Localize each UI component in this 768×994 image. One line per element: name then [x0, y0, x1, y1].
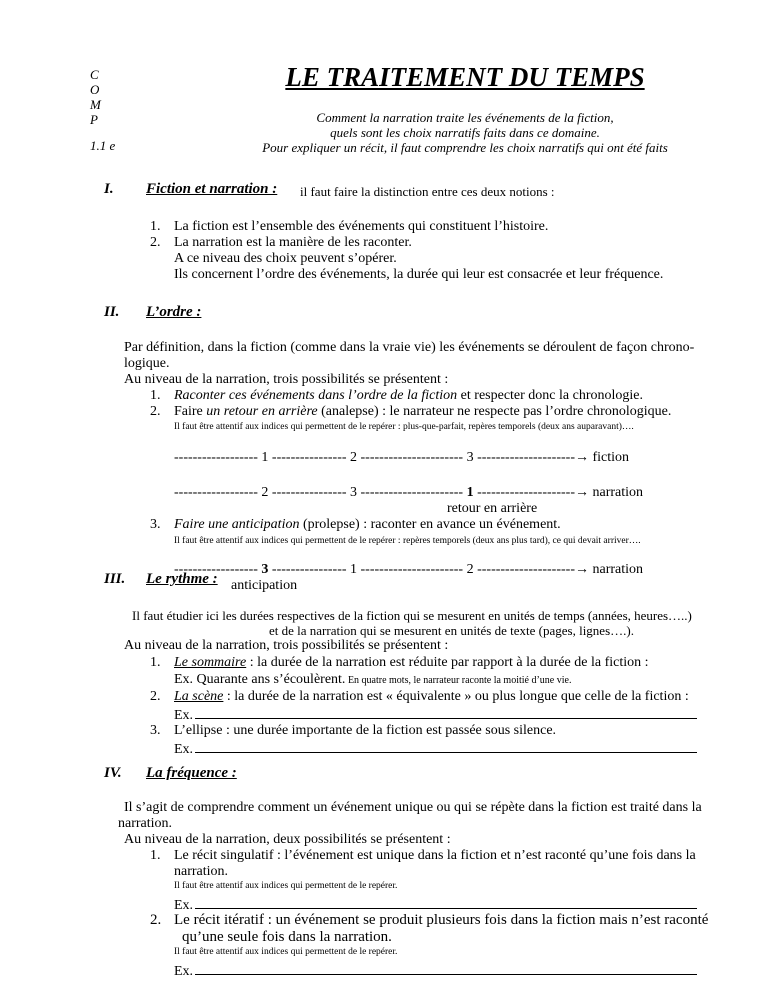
timeline-retour: ------------------ 2 ---------------- 3 ---------------------- 1 ---------------------→ narration	[174, 485, 644, 500]
note: Il faut être attentif aux indices qui permettent de le repérer : repères temporels (deux ans plus tard), ce qui devait arriver….	[174, 536, 641, 546]
side-letter: M	[90, 97, 101, 112]
list-number: 1.	[150, 848, 161, 863]
timeline-label: retour en arrière	[447, 501, 538, 516]
section-title: Le rythme :	[146, 571, 218, 587]
list-number: 2.	[150, 912, 162, 928]
note: Il faut être attentif aux indices qui permettent de le repérer.	[174, 881, 398, 891]
text-line: Ils concernent l’ordre des événements, la durée qui leur est consacrée et leur fréquence.	[174, 267, 664, 282]
list-number: 3.	[150, 517, 161, 532]
side-letter: C	[90, 67, 99, 82]
section-number: IV.	[104, 765, 122, 781]
subtitle-line: Comment la narration traite les événements de la fiction,	[316, 110, 614, 125]
subtitle-line: quels sont les choix narratifs faits dans ce domaine.	[330, 125, 600, 140]
text-line: Au niveau de la narration, trois possibilités se présentent :	[124, 372, 449, 387]
list-number: 1.	[150, 388, 161, 403]
example-line: Ex.	[174, 896, 697, 914]
section-intro: il faut faire la distinction entre ces deux notions :	[300, 184, 555, 199]
list-number: 1.	[150, 219, 161, 234]
side-letter: P	[90, 112, 98, 127]
section-number: I.	[104, 181, 114, 197]
list-item: La narration est la manière de les raconter.	[174, 235, 412, 250]
text-line: A ce niveau des choix peuvent s’opérer.	[174, 251, 397, 266]
list-item: Faire une anticipation (prolepse) : raconter en avance un événement.	[174, 517, 561, 532]
timeline-fiction: ------------------ 1 ---------------- 2 ---------------------- 3 ---------------------→ fiction	[174, 450, 630, 465]
section-number: II.	[104, 304, 120, 320]
example-line: Ex.	[174, 740, 697, 758]
text-line: narration.	[118, 816, 173, 831]
list-item: Raconter ces événements dans l’ordre de la fiction et respecter donc la chronologie.	[174, 388, 643, 403]
list-number: 2.	[150, 689, 161, 704]
note: Il faut être attentif aux indices qui permettent de le repérer : plus-que-parfait, repères temporels (deux ans auparavant)….	[174, 422, 634, 432]
list-item-continued: narration.	[174, 864, 229, 879]
level-label: 1.1 e	[90, 138, 116, 153]
section-number: III.	[104, 571, 126, 587]
subtitle-line: Pour expliquer un récit, il faut comprendre les choix narratifs qui ont été faits	[262, 140, 668, 155]
text-line: Au niveau de la narration, deux possibilités se présentent :	[124, 832, 451, 847]
text-line: Il s’agit de comprendre comment un événement unique ou qui se répète dans la fiction est traité dans la	[124, 800, 702, 815]
section-title: La fréquence :	[146, 765, 237, 781]
list-number: 2.	[150, 235, 161, 250]
timeline-anticipation: ------------------ 3 ---------------- 1 ---------------------- 2 ---------------------→ narration	[174, 562, 644, 577]
timeline-label: anticipation	[231, 578, 298, 593]
list-item: L’ellipse : une durée importante de la fiction est passée sous silence.	[174, 723, 557, 738]
side-letter: O	[90, 82, 100, 97]
list-item: Faire un retour en arrière (analepse) : le narrateur ne respecte pas l’ordre chronologique.	[174, 404, 672, 419]
list-item: La fiction est l’ensemble des événements qui constituent l’histoire.	[174, 219, 549, 234]
text-line: et de la narration qui se mesurent en unités de texte (pages, lignes….).	[269, 623, 634, 638]
example-line: Ex.	[174, 706, 697, 724]
list-item: Le récit itératif : un événement se produit plusieurs fois dans la fiction mais n’est raconté	[174, 912, 709, 928]
list-number: 1.	[150, 655, 161, 670]
page-title: LE TRAITEMENT DU TEMPS	[285, 62, 645, 92]
text-line: logique.	[124, 356, 170, 371]
list-number: 3.	[150, 723, 161, 738]
section-title: Fiction et narration :	[146, 181, 278, 197]
list-item-continued: qu’une seule fois dans la narration.	[182, 929, 392, 945]
example-line: Ex. Quarante ans s’écoulèrent. En quatre mots, le narrateur raconte la moitié d’une vie.	[174, 672, 572, 687]
note: Il faut être attentif aux indices qui permettent de le repérer.	[174, 947, 398, 957]
text-line: Il faut étudier ici les durées respectives de la fiction qui se mesurent en unités de temps (années, heures…..)	[132, 608, 692, 623]
text-line: Par définition, dans la fiction (comme dans la vraie vie) les événements se déroulent de façon chrono-	[124, 340, 695, 355]
list-item: Le récit singulatif : l’événement est unique dans la fiction et n’est raconté qu’une fois dans la	[174, 848, 696, 863]
example-line: Ex.	[174, 962, 697, 980]
text-line: Au niveau de la narration, trois possibilités se présentent :	[124, 638, 449, 653]
list-item: La scène : la durée de la narration est « équivalente » ou plus longue que celle de la fiction :	[174, 689, 689, 704]
list-item: Le sommaire : la durée de la narration est réduite par rapport à la durée de la fiction :	[174, 655, 649, 670]
section-title: L’ordre :	[146, 304, 202, 320]
list-number: 2.	[150, 404, 161, 419]
